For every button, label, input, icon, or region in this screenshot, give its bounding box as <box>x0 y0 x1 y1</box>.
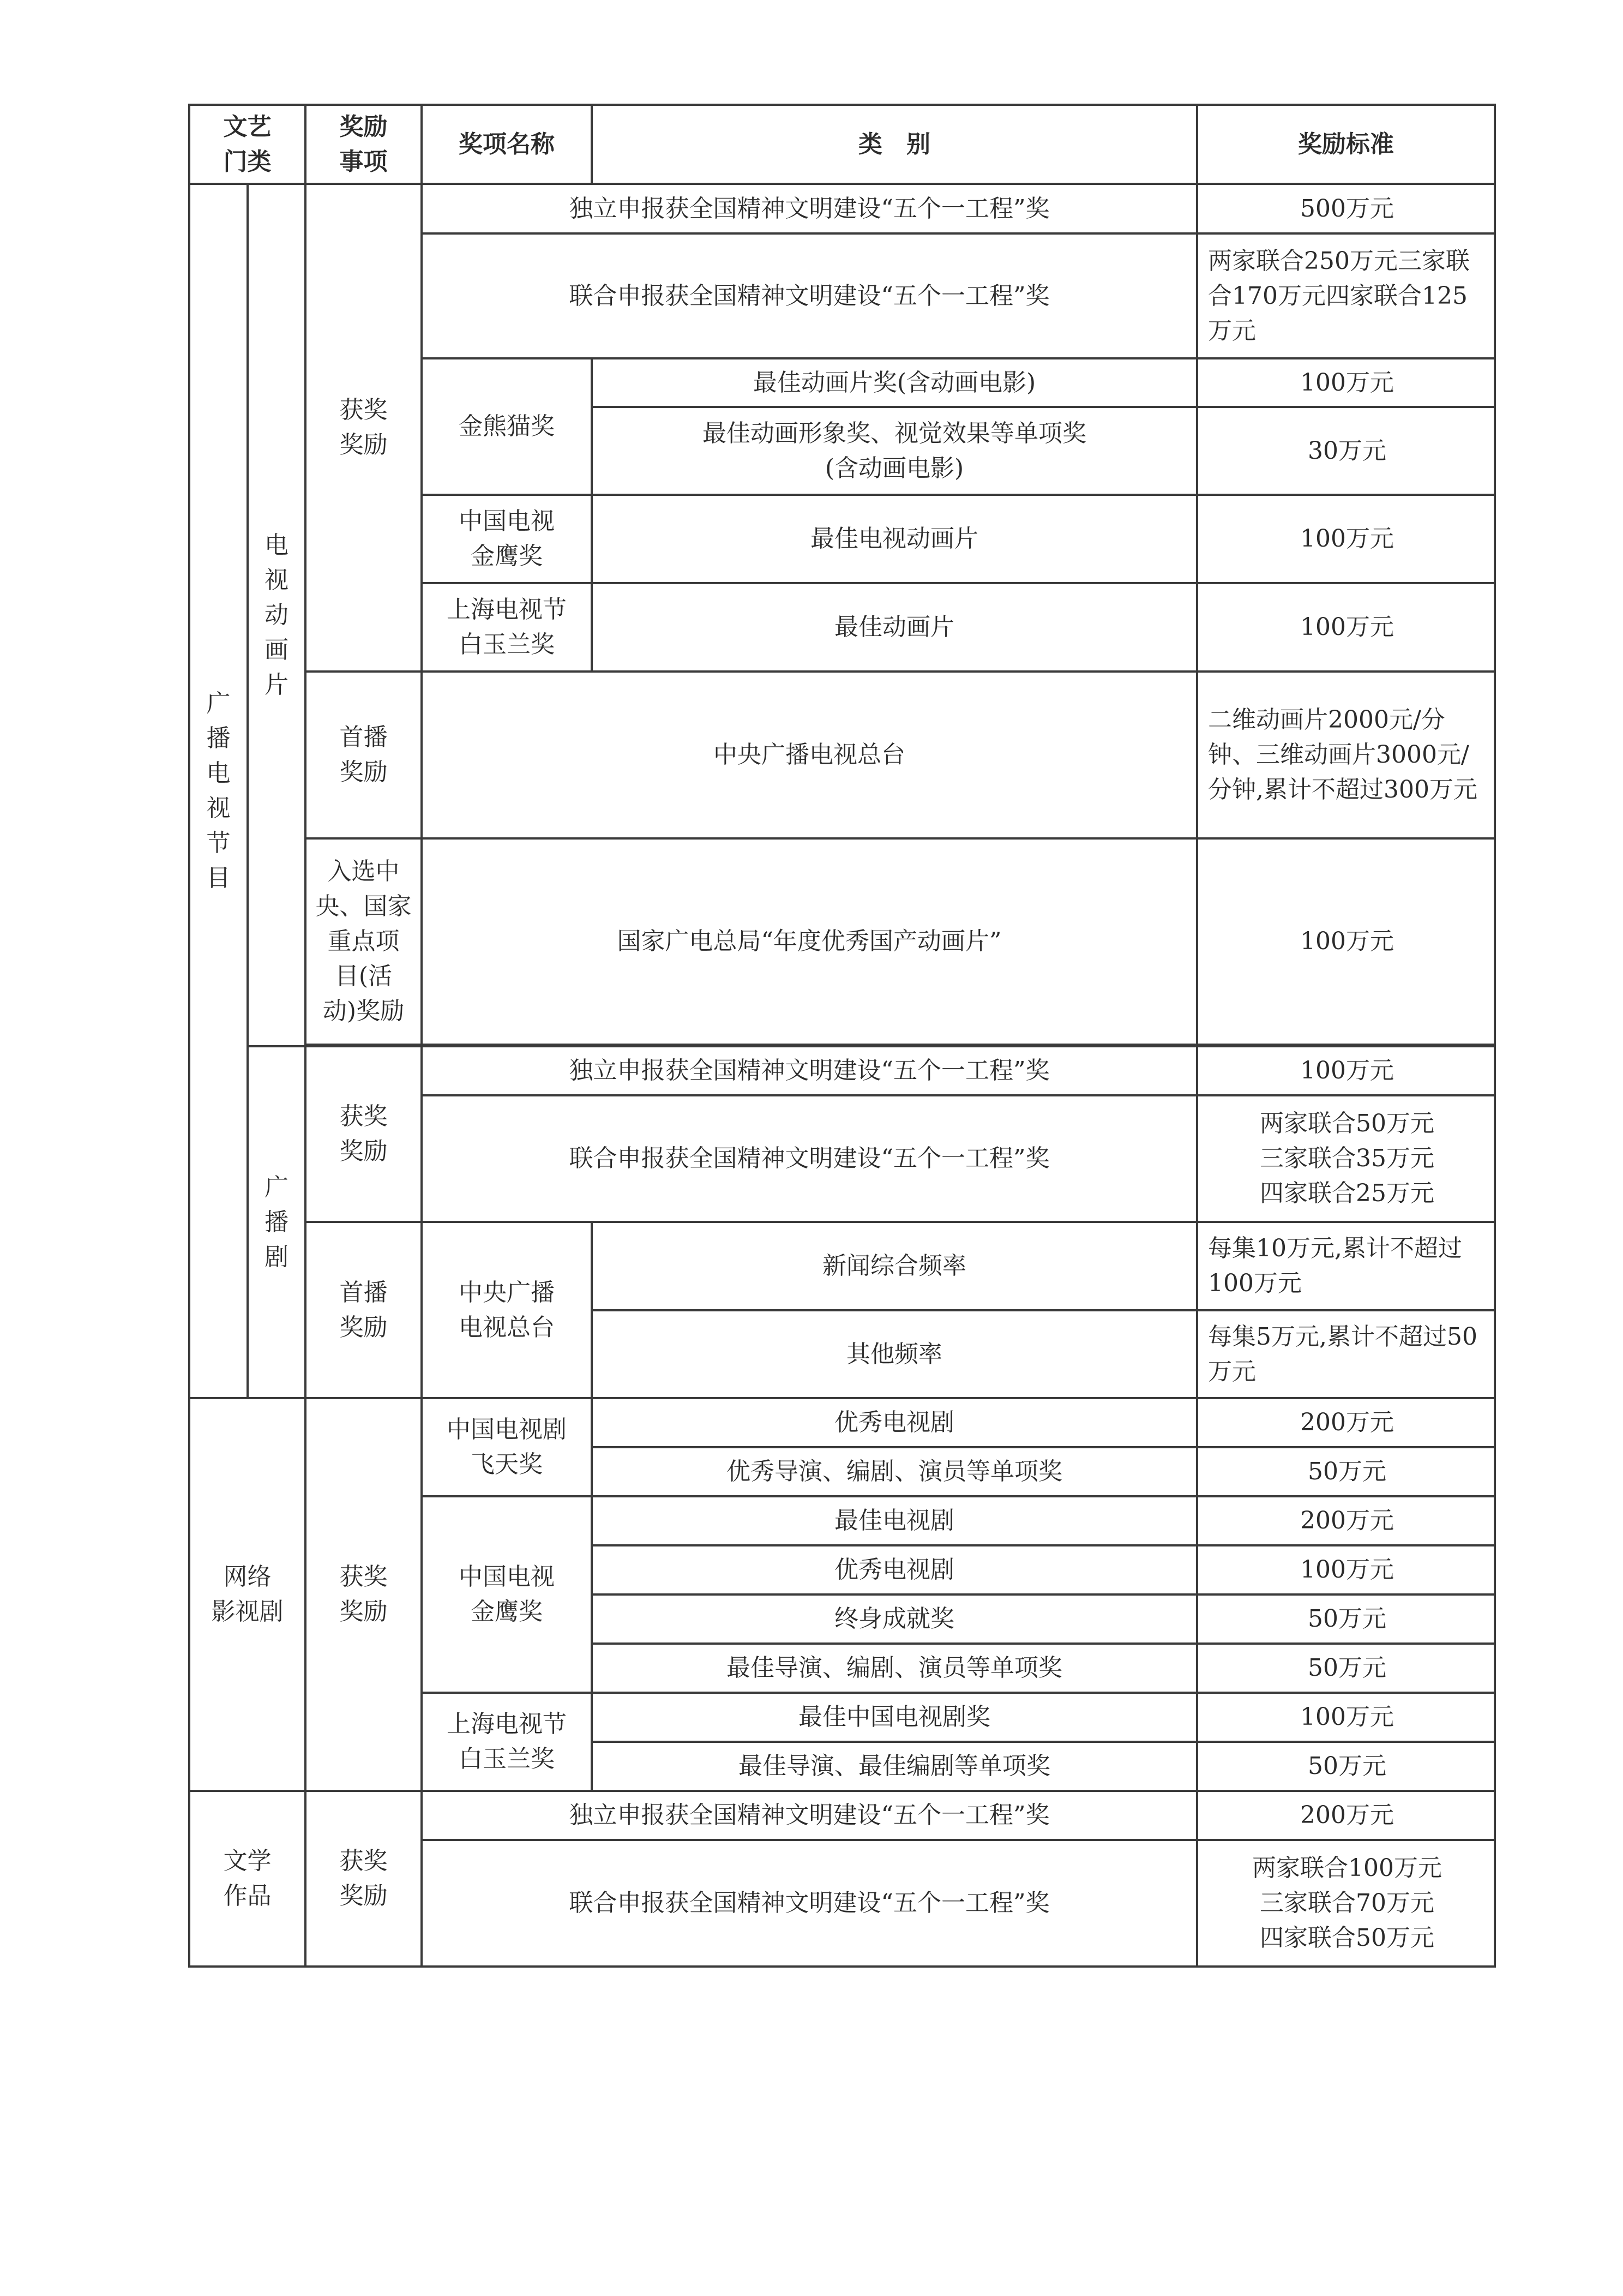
type-cell: 独立申报获全国精神文明建设“五个一工程”奖 <box>422 1046 1197 1095</box>
standard-cell: 50万元 <box>1197 1644 1495 1693</box>
type-cell: 最佳导演、最佳编剧等单项奖 <box>592 1742 1197 1791</box>
standard-cell: 100万元 <box>1197 495 1495 583</box>
standard-cell: 100万元 <box>1197 1693 1495 1742</box>
award-golden-eagle: 中国电视 金鹰奖 <box>422 1496 592 1693</box>
standard-cell: 两家联合100万元 三家联合70万元 四家联合50万元 <box>1197 1840 1495 1967</box>
standard-cell: 500万元 <box>1197 184 1495 233</box>
standard-cell: 200万元 <box>1197 1398 1495 1447</box>
type-cell: 最佳电视动画片 <box>592 495 1197 583</box>
header-type: 类 别 <box>592 105 1197 184</box>
table-row <box>189 184 1495 233</box>
standard-cell: 两家联合250万元三家联合170万元四家联合125万元 <box>1197 233 1495 358</box>
standard-cell: 50万元 <box>1197 1447 1495 1496</box>
standard-cell: 两家联合50万元 三家联合35万元 四家联合25万元 <box>1197 1095 1495 1222</box>
type-cell: 优秀电视剧 <box>592 1398 1197 1447</box>
award-magnolia: 上海电视节 白玉兰奖 <box>422 1693 592 1791</box>
table-row <box>189 1222 1495 1310</box>
standard-cell: 100万元 <box>1197 583 1495 672</box>
type-cell: 联合申报获全国精神文明建设“五个一工程”奖 <box>422 1095 1197 1222</box>
group-tv-animation: 电 视 动 画 片 <box>248 184 305 1046</box>
award-golden-panda: 金熊猫奖 <box>422 358 592 495</box>
type-cell: 新闻综合频率 <box>592 1222 1197 1310</box>
header-category: 文艺 门类 <box>189 105 305 184</box>
standard-cell: 100万元 <box>1197 358 1495 407</box>
type-cell: 终身成就奖 <box>592 1594 1197 1644</box>
type-cell: 最佳动画片奖(含动画电影) <box>592 358 1197 407</box>
standard-cell: 200万元 <box>1197 1496 1495 1545</box>
type-cell: 优秀电视剧 <box>592 1545 1197 1594</box>
award-flying-apsaras: 中国电视剧 飞天奖 <box>422 1398 592 1496</box>
type-cell: 联合申报获全国精神文明建设“五个一工程”奖 <box>422 1840 1197 1967</box>
award-standards-table <box>188 104 1496 1968</box>
type-cell: 最佳动画片 <box>592 583 1197 672</box>
type-cell: 最佳中国电视剧奖 <box>592 1693 1197 1742</box>
standard-cell: 100万元 <box>1197 838 1495 1045</box>
standard-cell: 100万元 <box>1197 1046 1495 1095</box>
type-cell: 国家广电总局“年度优秀国产动画片” <box>422 838 1197 1045</box>
award-golden-eagle: 中国电视 金鹰奖 <box>422 495 592 583</box>
award-cctv: 中央广播 电视总台 <box>422 1222 592 1398</box>
table-row <box>189 1046 1495 1095</box>
matter-key-project-reward: 入选中 央、国家 重点项 目(活 动)奖励 <box>305 838 422 1045</box>
standard-cell: 50万元 <box>1197 1742 1495 1791</box>
table-row <box>189 1398 1495 1447</box>
type-cell: 独立申报获全国精神文明建设“五个一工程”奖 <box>422 184 1197 233</box>
matter-award-reward: 获奖 奖励 <box>305 1046 422 1222</box>
table-row <box>189 838 1495 1045</box>
type-cell: 最佳动画形象奖、视觉效果等单项奖 (含动画电影) <box>592 407 1197 495</box>
standard-cell: 200万元 <box>1197 1791 1495 1840</box>
header-matter: 奖励 事项 <box>305 105 422 184</box>
matter-award-reward: 获奖 奖励 <box>305 1398 422 1791</box>
group-radio-drama: 广 播 剧 <box>248 1046 305 1398</box>
table-row <box>189 672 1495 838</box>
matter-premiere-reward: 首播 奖励 <box>305 1222 422 1398</box>
standard-cell: 每集5万元,累计不超过50万元 <box>1197 1310 1495 1398</box>
type-cell: 中央广播电视总台 <box>422 672 1197 838</box>
matter-premiere-reward: 首播 奖励 <box>305 672 422 838</box>
type-cell: 最佳导演、编剧、演员等单项奖 <box>592 1644 1197 1693</box>
standard-cell: 100万元 <box>1197 1545 1495 1594</box>
group-literature: 文学 作品 <box>189 1791 305 1967</box>
group-broadcast-tv: 广 播 电 视 节 目 <box>189 184 248 1398</box>
type-cell: 最佳电视剧 <box>592 1496 1197 1545</box>
standard-cell: 30万元 <box>1197 407 1495 495</box>
matter-award-reward: 获奖 奖励 <box>305 184 422 672</box>
header-standard: 奖励标准 <box>1197 105 1495 184</box>
header-row <box>189 105 1495 184</box>
matter-award-reward: 获奖 奖励 <box>305 1791 422 1967</box>
header-award-name: 奖项名称 <box>422 105 592 184</box>
table-row <box>189 1791 1495 1840</box>
type-cell: 其他频率 <box>592 1310 1197 1398</box>
type-cell: 联合申报获全国精神文明建设“五个一工程”奖 <box>422 233 1197 358</box>
type-cell: 独立申报获全国精神文明建设“五个一工程”奖 <box>422 1791 1197 1840</box>
standard-cell: 每集10万元,累计不超过100万元 <box>1197 1222 1495 1310</box>
standard-cell: 二维动画片2000元/分钟、三维动画片3000元/分钟,累计不超过300万元 <box>1197 672 1495 838</box>
award-magnolia: 上海电视节 白玉兰奖 <box>422 583 592 672</box>
group-web-drama: 网络 影视剧 <box>189 1398 305 1791</box>
standard-cell: 50万元 <box>1197 1594 1495 1644</box>
type-cell: 优秀导演、编剧、演员等单项奖 <box>592 1447 1197 1496</box>
